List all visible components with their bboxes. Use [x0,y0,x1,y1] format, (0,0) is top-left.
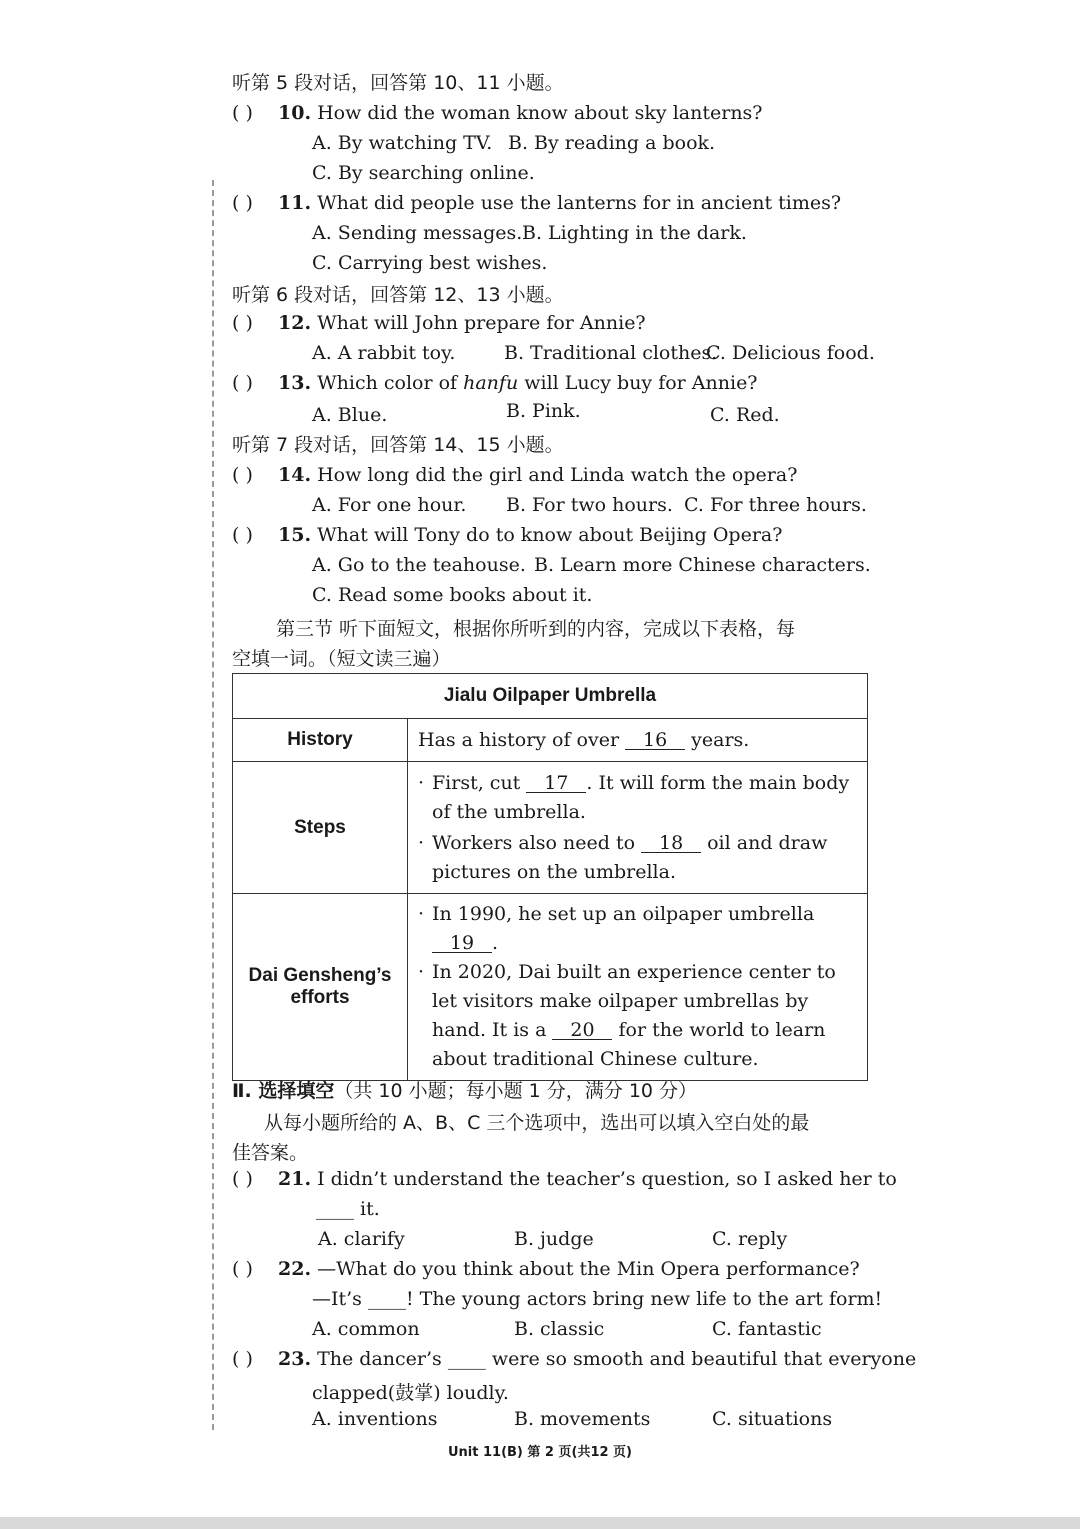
option-a: A. By watching TV. [312,132,493,154]
step-2-text-end: oil and draw pictures on the umbrella. [432,831,828,883]
dialogue6-heading: 听第 6 段对话，回答第 12、13 小题。 [232,284,564,306]
option-b: B. movements [514,1408,651,1430]
option-b: B. judge [514,1228,594,1250]
question-text: The dancer’s [317,1348,448,1370]
reply-text: —It’s [312,1288,368,1310]
option-b: B. Learn more Chinese characters. [534,554,871,576]
option-c: C. Delicious food. [706,342,875,364]
part2-instruction-line1: 从每小题所给的 A、B、C 三个选项中，选出可以填入空白处的最 [264,1112,810,1134]
part2-title: Ⅱ. 选择填空 [232,1080,335,1102]
blank-21[interactable]: ____ [316,1198,354,1220]
question-number: 23. [278,1348,312,1370]
answer-paren[interactable]: ( ) [232,102,253,124]
bullet-dot: · [418,831,425,854]
blank-22[interactable]: ____ [367,1288,406,1310]
option-c: C. situations [712,1408,833,1430]
question-10 [232,102,763,124]
option-b: B. classic [514,1318,605,1340]
question-text: I didn’t understand the teacher’s question, so I asked her to [317,1168,897,1190]
answer-paren[interactable]: ( ) [232,524,253,546]
question-22 [232,1258,860,1280]
effort-2-text-end: for the world to learn about traditional Chinese culture. [432,1019,826,1070]
option-b: B. Traditional clothes. [504,342,718,364]
blank-17[interactable]: 17 [526,774,586,793]
answer-paren[interactable]: ( ) [232,312,253,334]
question-23 [232,1348,916,1370]
dashed-cut-line [212,180,214,1430]
effort-1-text: In 1990, he set up an oilpaper umbrella [432,903,815,925]
option-c: C. By searching online. [312,162,535,184]
dialogue5-heading: 听第 5 段对话，回答第 10、11 小题。 [232,72,564,94]
question-number: 21. [278,1168,312,1190]
page-footer: Unit 11(B) 第 2 页(共12 页) [447,1445,632,1460]
effort-2 [418,958,857,1074]
question-text: How did the woman know about sky lanterns? [317,102,763,124]
option-b: B. Lighting in the dark. [522,222,747,244]
blank-19[interactable]: 19 [432,934,492,953]
question-text-end: were so smooth and beautiful that everyone [485,1348,917,1370]
blank-23[interactable]: ____ [447,1348,486,1370]
answer-paren[interactable]: ( ) [232,464,253,486]
option-b: B. For two hours. [506,494,673,516]
answer-paren[interactable]: ( ) [232,1168,253,1190]
question-22-reply [312,1288,882,1310]
part2-note: （共 10 小题；每小题 1 分，满分 10 分） [334,1080,698,1102]
efforts-cell [408,894,868,1081]
question-text: —What do you think about the Min Opera performance? [317,1258,860,1280]
bottom-band [0,1517,1080,1529]
section3-instruction-line2: 空填一词。（短文读三遍） [232,648,451,670]
part2-heading [232,1076,697,1103]
option-c: C. reply [712,1228,788,1250]
question-11 [232,192,841,214]
part2-instruction-line2: 佳答案。 [232,1142,309,1164]
blank-20[interactable]: 20 [552,1021,612,1040]
question-13 [232,372,758,394]
option-c: C. fantastic [712,1318,822,1340]
history-label: History [233,719,408,762]
question-text: What will John prepare for Annie? [317,312,646,334]
table-title: Jialu Oilpaper Umbrella [233,674,868,719]
option-b: B. Pink. [506,400,581,422]
umbrella-table [232,673,868,1081]
steps-cell [408,762,868,894]
option-c: C. Red. [710,404,780,426]
question-15 [232,524,782,546]
step-1-text-end: . It will form the main body of the umbrella. [432,771,850,823]
question-number: 12. [278,312,312,334]
question-23-line2: clapped(鼓掌) loudly. [312,1382,509,1404]
step-1-text: First, cut [432,771,527,794]
dialogue7-heading: 听第 7 段对话，回答第 14、15 小题。 [232,434,564,456]
bullet-dot: · [418,771,425,794]
question-number: 15. [278,524,312,546]
question-text: What did people use the lanterns for in ancient times? [317,192,842,214]
answer-paren[interactable]: ( ) [232,1258,253,1280]
step-1 [418,769,857,827]
question-14 [232,464,797,486]
option-a: A. Go to the teahouse. [312,554,526,576]
question-21-continued [316,1198,380,1220]
question-21 [232,1168,897,1190]
option-c: C. For three hours. [684,494,867,516]
answer-paren[interactable]: ( ) [232,1348,253,1370]
option-a: A. Blue. [312,404,388,426]
question-text: Which color of [317,372,464,394]
history-text-end: years. [685,728,750,751]
question-number: 10. [278,102,312,124]
question-text: How long did the girl and Linda watch the opera? [317,464,798,486]
option-a: A. A rabbit toy. [312,342,456,364]
reply-text-end: ! The young actors bring new life to the art form! [405,1288,883,1310]
question-text-end: it. [354,1198,380,1220]
option-b: B. By reading a book. [508,132,716,154]
step-2-text: Workers also need to [432,831,642,854]
hanfu-word: hanfu [463,372,519,394]
effort-1-text-end: . [492,932,499,954]
blank-18[interactable]: 18 [641,834,701,853]
option-c: C. Read some books about it. [312,584,593,606]
question-number: 13. [278,372,312,394]
efforts-label: Dai Gensheng’s efforts [233,894,408,1081]
effort-1 [418,900,857,958]
option-a: A. inventions [312,1408,438,1430]
question-number: 14. [278,464,312,486]
option-a: A. common [312,1318,420,1340]
steps-label: Steps [233,762,408,894]
history-cell [408,719,868,762]
bullet-dot: · [418,903,425,925]
option-c: C. Carrying best wishes. [312,252,548,274]
section3-instruction-line1: 第三节 听下面短文，根据你所听到的内容，完成以下表格，每 [276,618,796,640]
question-text: What will Tony do to know about Beijing Opera? [317,524,783,546]
question-text-end: will Lucy buy for Annie? [518,372,758,394]
history-text: Has a history of over [418,728,626,751]
option-a: A. For one hour. [312,494,467,516]
question-12 [232,312,646,334]
option-a: A. Sending messages. [312,222,523,244]
answer-paren[interactable]: ( ) [232,192,253,214]
step-2 [418,829,857,887]
blank-16[interactable]: 16 [625,731,685,750]
bullet-dot: · [418,961,425,983]
question-number: 22. [278,1258,312,1280]
effort-2-text: In 2020, Dai built an experience center to let visitors make oilpaper umbrellas by hand. It is a [432,961,836,1041]
answer-paren[interactable]: ( ) [232,372,253,394]
option-a: A. clarify [318,1228,405,1250]
question-number: 11. [278,192,312,214]
